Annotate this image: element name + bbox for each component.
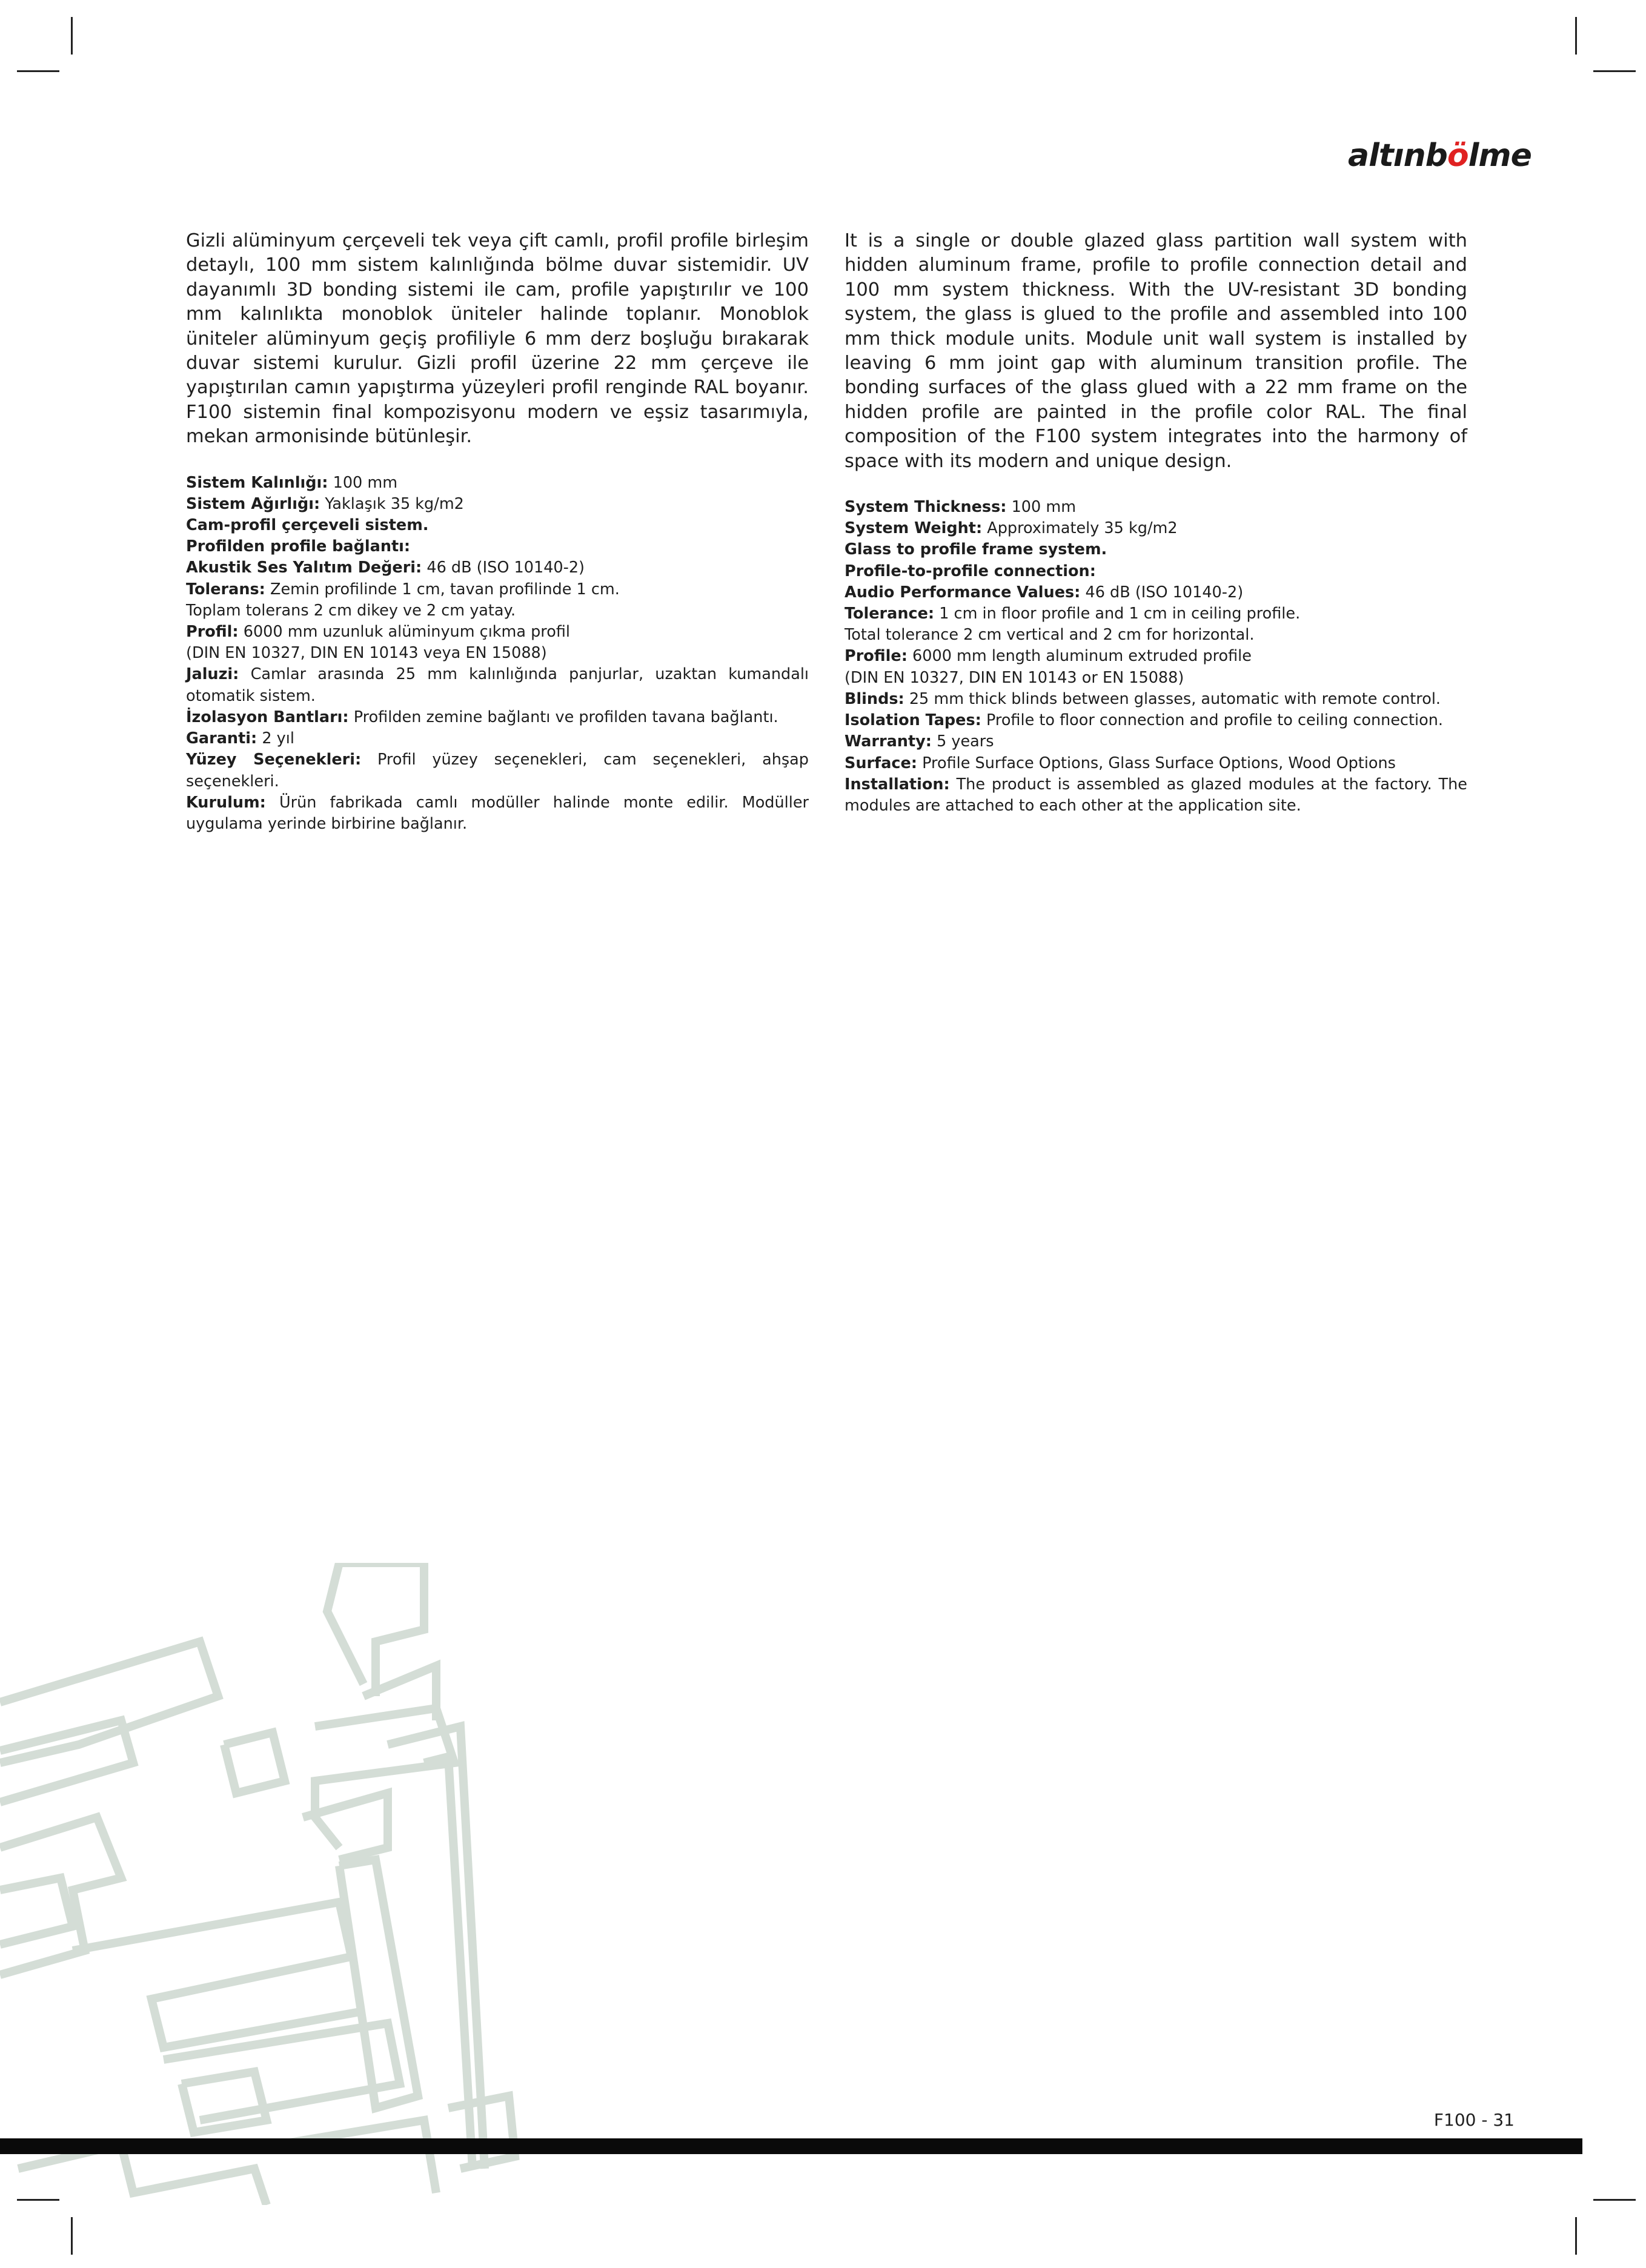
spec-row (186, 728, 809, 749)
spec-row (186, 536, 809, 557)
spec-label: Profil: (186, 623, 239, 642)
spec-label: Cam-profil çerçeveli sistem. (186, 516, 429, 535)
spec-value: Profilden zemine bağlantı ve profilden tavana bağlantı. (353, 708, 778, 726)
spec-value: Zemin profilinde 1 cm, tavan profilinde 1 cm. (270, 580, 620, 598)
spec-value: 2 yıl (262, 729, 294, 748)
spec-row (845, 646, 1467, 667)
spec-list-tr (186, 472, 809, 835)
spec-value: Toplam tolerans 2 cm dikey ve 2 cm yatay. (186, 601, 516, 620)
spec-row (845, 603, 1467, 625)
spec-label: Kurulum: (186, 793, 266, 812)
spec-label: Installation: (845, 775, 950, 794)
intro-paragraph-tr: Gizli alüminyum çerçeveli tek veya çift camlı, profil profile birleşim detaylı, 100 mm sistem kalınlığında bölme duvar sistemidir. UV dayanımlı 3D bonding sistemi ile cam, profile yapıştırılır ve 100 mm kalınlıkta monoblok üniteler halinde toplanır. Monoblok üniteler alüminyum geçiş profiliyle 6 mm derz boşluğu bırakarak duvar sistemi kurulur. Gizli profil üzerine 22 mm çerçeve ile yapıştırılan camın yapıştırma yüzeyleri profil renginde RAL boyanır. F100 sistemin final kompozisyonu modern ve eşsiz tasarımıyla, mekan armonisinde bütünleşir. (186, 230, 809, 448)
spec-value: 5 years (937, 732, 994, 751)
spec-row (845, 668, 1467, 689)
spec-row (186, 472, 809, 494)
spec-row (845, 774, 1467, 817)
spec-value: Camlar arasında 25 mm kalınlığında panjurlar, uzaktan kumandalı otomatik sistem. (186, 665, 809, 705)
spec-label: Garanti: (186, 729, 257, 748)
spec-row (845, 689, 1467, 710)
spec-value: 6000 mm uzunluk alüminyum çıkma profil (243, 623, 570, 642)
footer-bar (0, 2138, 1582, 2154)
spec-label: Sistem Kalınlığı: (186, 473, 328, 492)
spec-value: (DIN EN 10327, DIN EN 10143 or EN 15088) (845, 668, 1184, 687)
spec-value: The product is assembled as glazed modules at the factory. The modules are attached to each other at the application site. (845, 775, 1467, 815)
spec-row (186, 707, 809, 728)
page-number: F100 - 31 (1433, 2110, 1515, 2130)
spec-value: 25 mm thick blinds between glasses, automatic with remote control. (909, 689, 1441, 708)
spec-label: Jaluzi: (186, 665, 239, 684)
spec-row (186, 515, 809, 536)
spec-row (186, 600, 809, 622)
column-english (845, 229, 1467, 817)
spec-row (186, 622, 809, 643)
crop-mark-top-left-v (71, 17, 73, 55)
spec-label: Profilden profile bağlantı: (186, 537, 411, 556)
spec-label: Sistem Ağırlığı: (186, 494, 320, 513)
spec-row (186, 664, 809, 706)
spec-row (845, 539, 1467, 560)
crop-mark-top-left-h (17, 70, 59, 72)
spec-value: (DIN EN 10327, DIN EN 10143 veya EN 15088) (186, 644, 547, 663)
spec-label: Audio Performance Values: (845, 583, 1081, 602)
spec-label: Blinds: (845, 689, 904, 708)
spec-row (845, 625, 1467, 646)
spec-value: 100 mm (1011, 498, 1077, 517)
column-turkish (186, 229, 809, 835)
spec-label: Tolerance: (845, 605, 935, 623)
spec-label: Surface: (845, 754, 918, 772)
spec-row (186, 579, 809, 600)
spec-row (845, 518, 1467, 539)
profile-section-watermark (0, 1563, 606, 2205)
crop-mark-bottom-right-h (1593, 2199, 1636, 2201)
crop-mark-top-right-v (1575, 17, 1577, 55)
spec-label: Akustik Ses Yalıtım Değeri: (186, 559, 422, 577)
spec-value: Profile Surface Options, Glass Surface Options, Wood Options (922, 754, 1396, 772)
logo-text-accent: ö (1447, 138, 1468, 174)
spec-row (845, 731, 1467, 752)
spec-value: 6000 mm length aluminum extruded profile (912, 647, 1252, 666)
spec-label: Glass to profile frame system. (845, 540, 1107, 559)
crop-mark-bottom-left-v (71, 2217, 73, 2255)
spec-label: Tolerans: (186, 580, 265, 598)
spec-row (845, 710, 1467, 731)
crop-mark-bottom-right-v (1575, 2217, 1577, 2255)
spec-row (186, 494, 809, 515)
spec-label: Isolation Tapes: (845, 711, 981, 730)
spec-value: Profile to floor connection and profile to ceiling connection. (986, 711, 1443, 730)
spec-row (186, 557, 809, 579)
spec-value: Approximately 35 kg/m2 (987, 519, 1178, 538)
spec-value: 100 mm (333, 473, 398, 492)
spec-list-en (845, 497, 1467, 817)
spec-label: Warranty: (845, 732, 932, 751)
spec-row (845, 561, 1467, 582)
spec-row (845, 497, 1467, 518)
spec-row (186, 643, 809, 664)
logo-text-pre: altınb (1348, 138, 1447, 174)
spec-label: Profile: (845, 647, 908, 666)
spec-row (186, 792, 809, 835)
spec-value: Ürün fabrikada camlı modüller halinde monte edilir. Modüller uygulama yerinde birbirine bağlanır. (186, 793, 809, 833)
spec-value: 1 cm in floor profile and 1 cm in ceiling profile. (939, 605, 1301, 623)
spec-label: System Weight: (845, 519, 983, 538)
spec-row (845, 582, 1467, 603)
spec-value: Total tolerance 2 cm vertical and 2 cm for horizontal. (845, 626, 1255, 645)
intro-paragraph-en: It is a single or double glazed glass partition wall system with hidden aluminum frame, profile to profile connection detail and 100 mm system thickness. With the UV-resistant 3D bonding system, the glass is glued to the profile and assembled into 100 mm thick module units. Module unit wall system is installed by leaving 6 mm joint gap with aluminum transition profile. The bonding surfaces of the glass glued with a 22 mm frame on the hidden profile are painted in the profile color RAL. The final composition of the F100 system integrates into the harmony of space with its modern and unique design. (845, 230, 1467, 472)
spec-value: 46 dB (ISO 10140-2) (1085, 583, 1244, 602)
logo-text-post: lme (1468, 138, 1532, 174)
crop-mark-top-right-h (1593, 70, 1636, 72)
spec-label: Profile-to-profile connection: (845, 562, 1096, 580)
spec-label: İzolasyon Bantları: (186, 708, 349, 726)
spec-value: Yaklaşık 35 kg/m2 (325, 494, 464, 513)
spec-value: Profil yüzey seçenekleri, cam seçenekleri, ahşap seçenekleri. (186, 751, 809, 791)
spec-row (186, 749, 809, 792)
spec-value: 46 dB (ISO 10140-2) (426, 559, 585, 577)
spec-label: Yüzey Seçenekleri: (186, 751, 362, 769)
spec-row (845, 753, 1467, 774)
brand-logo (1348, 134, 1532, 177)
spec-label: System Thickness: (845, 498, 1007, 517)
